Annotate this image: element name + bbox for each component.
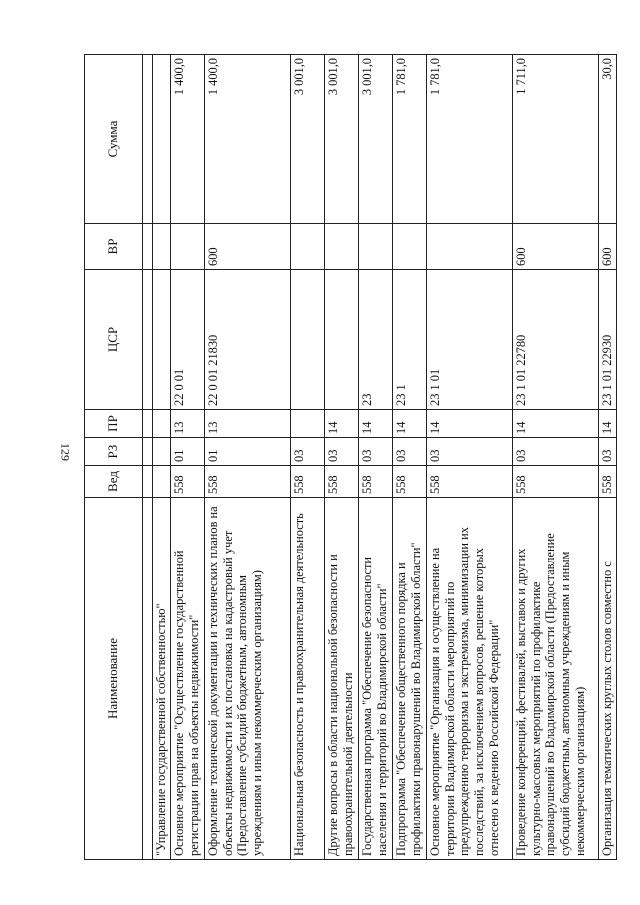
row-rz: 03 [324, 438, 358, 466]
row-pr: 14 [598, 410, 616, 438]
row-rz: 03 [290, 438, 324, 466]
row-name: Подпрограмма "Обеспечение общественного порядка и профилактики правонарушений во Владимирской области" [392, 498, 426, 860]
row-ved: 558 [324, 466, 358, 498]
row-ved [153, 466, 171, 498]
row-csr [324, 270, 358, 410]
row-sum: 3 001,0 [290, 55, 324, 224]
row-ved: 558 [392, 466, 426, 498]
row-name: Основное мероприятие "Организация и осуществление на территории Владимирской области мероприятий по предупреждению терроризма и экстремизма, минимизации их последствий, за исключением вопросов, решение которых отнесено к ведению Российской Федерации" [426, 498, 512, 860]
row-pr [290, 410, 324, 438]
header-name: Наименование [85, 498, 143, 860]
row-ved: 558 [598, 466, 616, 498]
row-vr [358, 224, 392, 270]
table-row [204, 55, 290, 860]
row-vr [324, 224, 358, 270]
row-csr: 23 [358, 270, 392, 410]
table-row [598, 55, 616, 860]
row-pr: 14 [324, 410, 358, 438]
row-rz: 03 [358, 438, 392, 466]
row-vr: 600 [598, 224, 616, 270]
row-sum: 1 781,0 [426, 55, 512, 224]
row-name: Проведение конференций, фестивалей, выставок и других культурно-массовых мероприятий по профилактике правонарушений во Владимирской области (Предоставление субсидий бюджетным, автономным учреждениям и иным некоммерческим организациям) [512, 498, 598, 860]
row-name: Национальная безопасность и правоохранительная деятельность [290, 498, 324, 860]
row-csr: 23 1 01 22930 [598, 270, 616, 410]
row-sum: 1 400,0 [170, 55, 204, 224]
row-vr [426, 224, 512, 270]
row-ved: 558 [426, 466, 512, 498]
row-csr: 23 1 [392, 270, 426, 410]
row-pr: 14 [392, 410, 426, 438]
row-name: Организация тематических круглых столов совместно с [598, 498, 616, 860]
header-csr: ЦСР [85, 270, 143, 410]
row-name: Другие вопросы в области национальной безопасности и правоохранительной деятельности [324, 498, 358, 860]
row-name: Оформление технической документации и технических планов на объекты недвижимости и их постановка на кадастровый учет (Предоставление субсидий бюджетным, автономным учреждениям и иным некоммерческим организациям) [204, 498, 290, 860]
row-csr [153, 270, 171, 410]
row-sum [153, 55, 171, 224]
row-vr: 600 [204, 224, 290, 270]
table-header-row [85, 55, 143, 860]
row-rz: 03 [598, 438, 616, 466]
row-sum: 30,0 [598, 55, 616, 224]
table-row [290, 55, 324, 860]
row-rz: 01 [170, 438, 204, 466]
row-pr: 14 [512, 410, 598, 438]
header-pr: ПР [85, 410, 143, 438]
row-csr: 22 0 01 [170, 270, 204, 410]
row-sum: 1 711,0 [512, 55, 598, 224]
row-csr: 22 0 01 21830 [204, 270, 290, 410]
row-ved: 558 [290, 466, 324, 498]
header-sum: Сумма [85, 55, 143, 224]
row-ved: 558 [170, 466, 204, 498]
row-pr: 14 [426, 410, 512, 438]
row-rz: 01 [204, 438, 290, 466]
row-csr [290, 270, 324, 410]
row-sum: 3 001,0 [324, 55, 358, 224]
row-sum: 1 400,0 [204, 55, 290, 224]
header-ved: Вед [85, 466, 143, 498]
row-name: "Управление государственной собственностью" [153, 498, 171, 860]
table-row [358, 55, 392, 860]
row-csr: 23 1 01 [426, 270, 512, 410]
row-name: Государственная программа "Обеспечение безопасности населения и территорий во Владимирской области" [358, 498, 392, 860]
table-row [170, 55, 204, 860]
table-row [392, 55, 426, 860]
page-number: 129 [58, 443, 73, 461]
budget-table [84, 54, 617, 860]
row-ved: 558 [358, 466, 392, 498]
row-ved: 558 [204, 466, 290, 498]
row-name: Основное мероприятие "Осуществление государственной регистрации прав на объекты недвижимости" [170, 498, 204, 860]
row-pr: 14 [358, 410, 392, 438]
row-vr: 600 [512, 224, 598, 270]
budget-table-sheet [84, 55, 614, 860]
row-ved: 558 [512, 466, 598, 498]
row-rz: 03 [392, 438, 426, 466]
row-pr [153, 410, 171, 438]
table-row [153, 55, 171, 860]
row-vr [392, 224, 426, 270]
row-vr [153, 224, 171, 270]
row-pr: 13 [170, 410, 204, 438]
table-row [512, 55, 598, 860]
row-csr: 23 1 01 22780 [512, 270, 598, 410]
row-vr [290, 224, 324, 270]
row-rz [153, 438, 171, 466]
table-row [324, 55, 358, 860]
header-vr: ВР [85, 224, 143, 270]
row-pr: 13 [204, 410, 290, 438]
row-vr [170, 224, 204, 270]
table-row [426, 55, 512, 860]
table-spacer-row [143, 55, 153, 860]
row-sum: 3 001,0 [358, 55, 392, 224]
header-rz: РЗ [85, 438, 143, 466]
row-rz: 03 [512, 438, 598, 466]
row-rz: 03 [426, 438, 512, 466]
row-sum: 1 781,0 [392, 55, 426, 224]
